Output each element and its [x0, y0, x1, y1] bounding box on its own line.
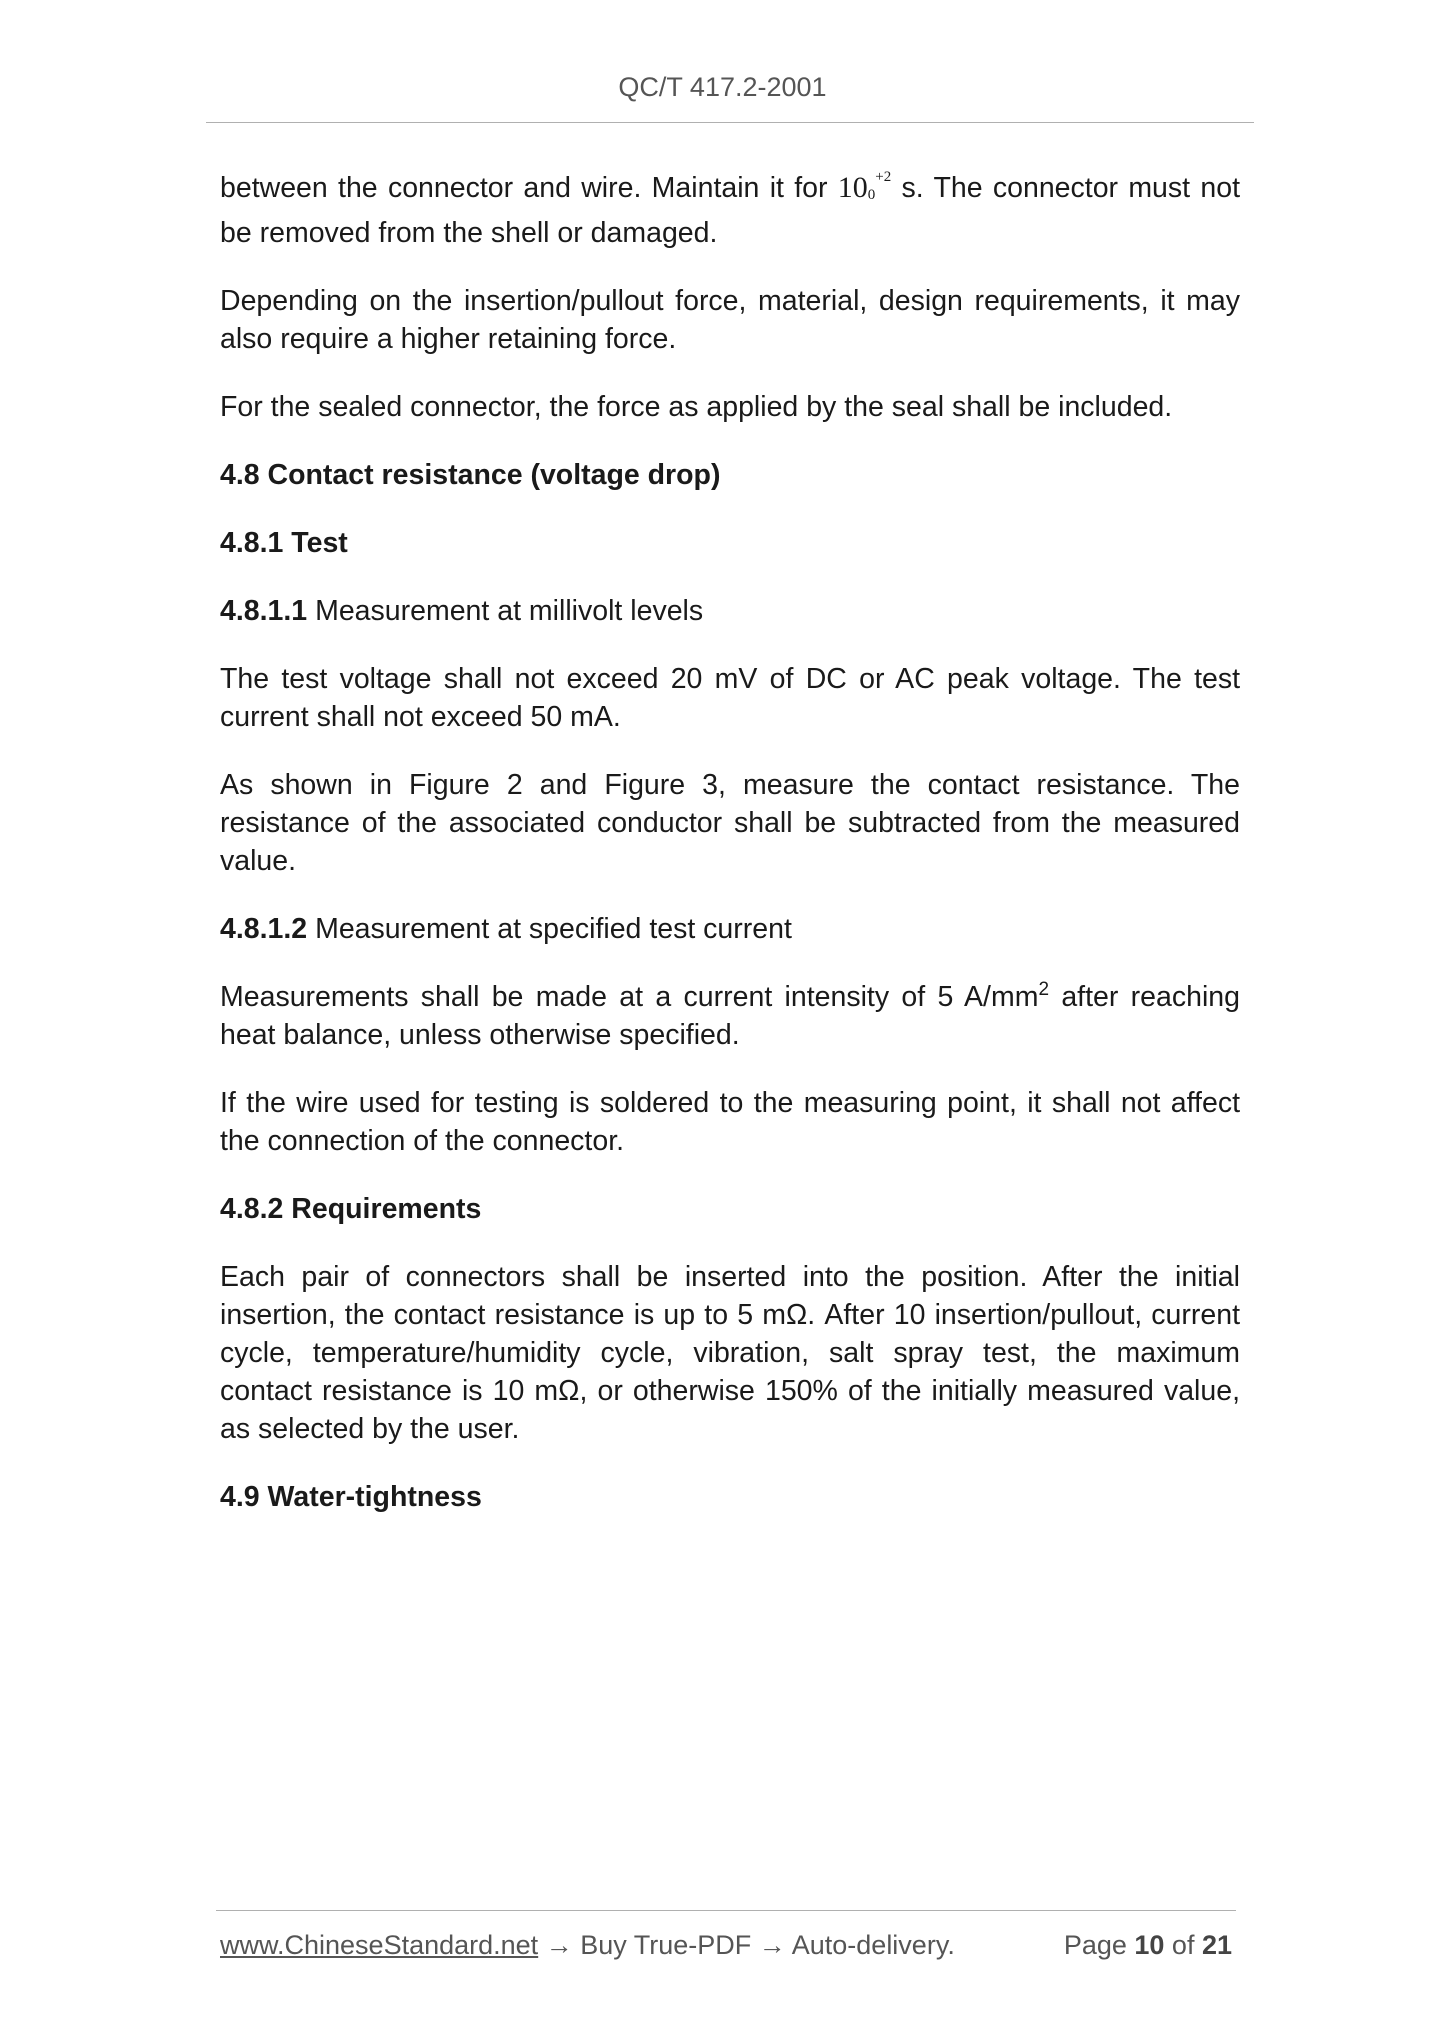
site-link[interactable]: www.ChineseStandard.net — [220, 1930, 539, 1960]
paragraph-current-intensity — [220, 978, 1240, 1054]
tolerance-value — [838, 171, 891, 204]
of-label: of — [1164, 1930, 1202, 1960]
section-heading-4-8-2: 4.8.2 Requirements — [220, 1193, 482, 1225]
subsection-number: 4.8.1.1 — [220, 595, 308, 627]
paragraph-requirements: Each pair of connectors shall be inserted into the position. After the initial insertion, the contact resistance is up to 5 mΩ. After 10 insertion/pullout, current cycle, temperature/humidity cycle, vibration, salt spray test, the maximum contact resistance is 10 mΩ, or otherwise 150% of the initially measured value, as selected by the user. — [220, 1261, 1240, 1445]
footer-promo — [220, 1930, 955, 1961]
subsection-title: Measurement at millivolt levels — [307, 595, 704, 627]
section-heading-4-9: 4.9 Water-tightness — [220, 1481, 482, 1513]
text: s. The connector must not be removed from the shell or damaged. — [220, 172, 1240, 249]
section-heading-4-8: 4.8 Contact resistance (voltage drop) — [220, 459, 721, 491]
page-footer — [220, 1930, 1232, 1961]
page-label: Page — [1063, 1930, 1135, 1960]
footer-divider — [216, 1910, 1236, 1911]
text: between the connector and wire. Maintain it for — [220, 172, 838, 204]
superscript: 2 — [1038, 979, 1050, 1000]
paragraph-soldered-wire: If the wire used for testing is soldered to the measuring point, it shall not affect the connection of the connector. — [220, 1087, 1240, 1157]
paragraph-retaining-time — [220, 158, 1240, 252]
tolerance-upper: +2 — [875, 169, 892, 185]
paragraph-retaining-force: Depending on the insertion/pullout force, material, design requirements, it may also require a higher retaining force. — [220, 285, 1240, 355]
header-divider — [206, 122, 1254, 123]
page-total: 21 — [1201, 1930, 1232, 1960]
page-number: 10 — [1134, 1930, 1165, 1960]
document-header: QC/T 417.2-2001 — [618, 72, 827, 102]
paragraph-measure-resistance: As shown in Figure 2 and Figure 3, measure the contact resistance. The resistance of the associated conductor shall be subtracted from the measured value. — [220, 769, 1240, 877]
document-body — [220, 158, 1240, 1546]
subsection-4-8-1-1 — [220, 592, 1240, 630]
text: after reaching heat balance, unless otherwise specified. — [220, 981, 1240, 1051]
promo-text: → Buy True-PDF → Auto-delivery. — [538, 1930, 955, 1960]
section-heading-4-8-1: 4.8.1 Test — [220, 527, 348, 559]
tolerance-base: 10 — [837, 171, 868, 204]
subsection-title: Measurement at specified test current — [307, 913, 792, 945]
paragraph-sealed-connector: For the sealed connector, the force as applied by the seal shall be included. — [220, 391, 1173, 423]
subsection-number: 4.8.1.2 — [220, 913, 308, 945]
paragraph-test-voltage: The test voltage shall not exceed 20 mV of DC or AC peak voltage. The test current shall not exceed 50 mA. — [220, 663, 1240, 733]
subsection-4-8-1-2 — [220, 910, 1240, 948]
page-indicator — [1064, 1930, 1232, 1961]
text: Measurements shall be made at a current intensity of 5 A/mm — [220, 981, 1039, 1013]
tolerance-lower: 0 — [867, 187, 876, 203]
